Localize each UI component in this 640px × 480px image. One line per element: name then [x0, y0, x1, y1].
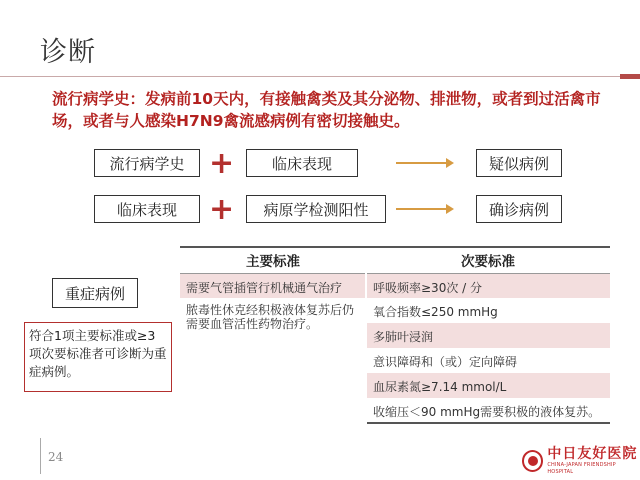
minor-criterion: 血尿素氮≥7.14 mmol/L: [366, 373, 610, 398]
hospital-name: 中日友好医院: [547, 446, 638, 462]
confirmed-case-box: 确诊病例: [476, 195, 562, 223]
minor-criterion: 收缩压＜90 mmHg需要积极的液体复苏。: [366, 398, 610, 423]
pathogen-positive-box: 病原学检测阳性: [246, 195, 386, 223]
clinical-manifestation-box: 临床表现: [246, 149, 358, 177]
clinical-manifestation-box-2: 临床表现: [94, 195, 200, 223]
major-criterion: 需要气管插管行机械通气治疗: [180, 273, 366, 298]
minor-criterion: 呼吸频率≥30次 / 分: [366, 273, 610, 298]
minor-criterion: 意识障碍和（或）定向障碍: [366, 348, 610, 373]
slide-title: 诊断: [40, 37, 96, 68]
epidemiology-text: 流行病学史：发病前10天内，有接触禽类及其分泌物、排泄物，或者到过活禽市场，或者与人感染H7N9禽流感病例有密切接触史。: [52, 90, 601, 130]
table-header-row: [180, 247, 610, 273]
minor-criterion: 多肺叶浸润: [366, 323, 610, 348]
minor-criteria-header: 次要标准: [366, 247, 610, 273]
severe-criteria-note: 符合1项主要标准或≥3项次要标准者可诊断为重症病例。: [24, 322, 172, 392]
hospital-name-en: CHINA-JAPAN FRIENDSHIP HOSPITAL: [547, 462, 616, 475]
table-row: [180, 298, 610, 323]
hospital-emblem-icon: [522, 450, 543, 472]
criteria-table: [180, 246, 610, 424]
footer-divider: [40, 438, 41, 474]
title-divider: [0, 76, 640, 77]
arrow-right-icon: [396, 162, 452, 164]
table-row: [180, 273, 610, 298]
minor-criterion: 氧合指数≤250 mmHg: [366, 298, 610, 323]
arrow-right-icon-2: [396, 208, 452, 210]
severe-case-box: 重症病例: [52, 278, 138, 308]
epidemiology-history-box: 流行病学史: [94, 149, 200, 177]
plus-icon-2: +: [209, 192, 235, 227]
hospital-logo: [522, 446, 640, 476]
major-criterion: 脓毒性休克经积极液体复苏后仍需要血管活性药物治疗。: [180, 298, 366, 423]
plus-icon: +: [209, 146, 235, 181]
suspected-case-box: 疑似病例: [476, 149, 562, 177]
major-criteria-header: 主要标准: [180, 247, 366, 273]
page-number: 24: [48, 450, 64, 464]
